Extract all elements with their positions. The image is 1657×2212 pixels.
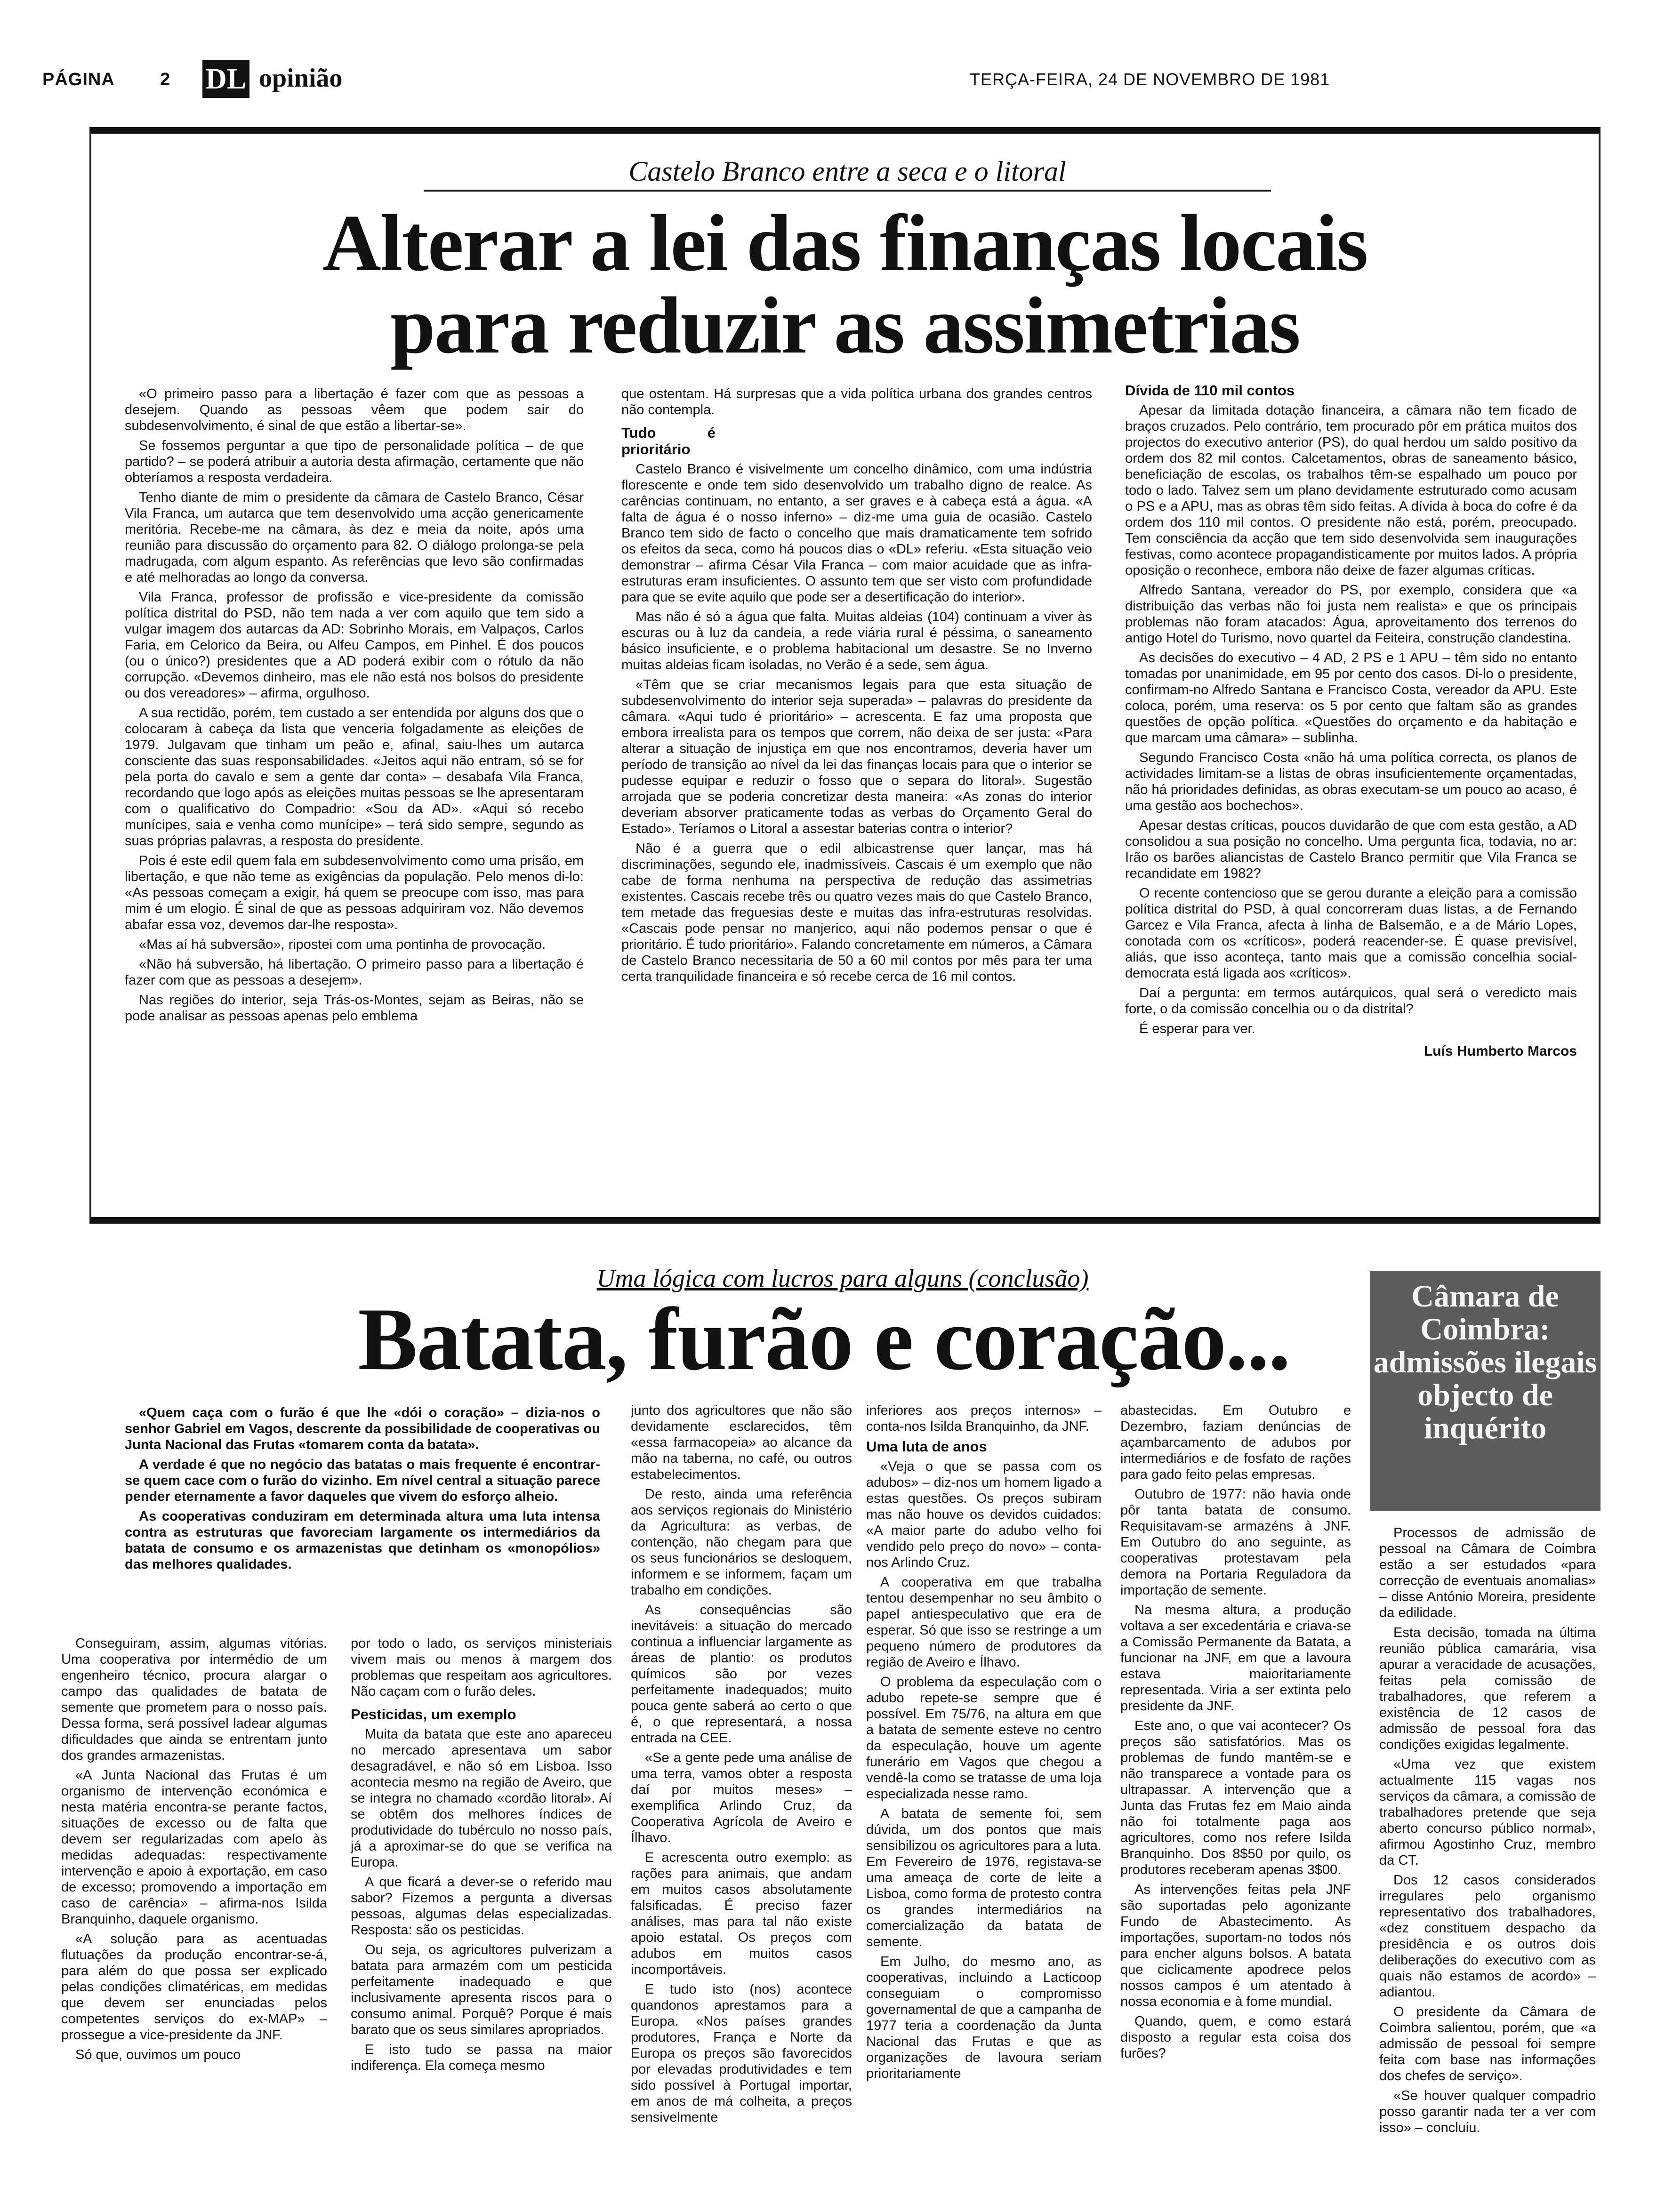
article1-headline — [104, 199, 1586, 371]
paragraph: A sua rectidão, porém, tem custado a ser entendida por alguns dos que o colocaram à cabeça da lista que venceria folgadamente as eleições de 1979. Julgavam que tinham um peão e, afinal, saiu-lhes um autarca consciente das suas responsabilidades. «Jeitos aqui não entram, só se for pela porta do cavalo e sem a gente dar conta» – desabafa Vila Franca, recordando que logo após as eleições muitas pessoas se lhe apresentaram com o qualificativo do Compadrio: «Sou da AD». «Aqui só recebo munícipes, saia e venha como munícipe» – terá sido sempre, segundo as suas próprias palavras, a resposta do presidente. — [125, 705, 584, 849]
paragraph: «Se houver qualquer compadrio posso garantir nada ter a ver com isso» – concluiu. — [1379, 2088, 1596, 2135]
paragraph: inferiores aos preços internos» – conta-nos Isilda Branquinho, da JNF. — [866, 1403, 1102, 1434]
subheading: Dívida de 110 mil contos — [1125, 382, 1295, 399]
article1-headline-line1: Alterar a lei das finanças locais — [322, 199, 1367, 288]
paragraph: «A Junta Nacional das Frutas é um organismo de intervenção económica e nesta matéria encontra-se perante factos, situações de excesso ou de falta que devem ser regularizadas com apelo às medidas adequadas: respectivamente intervenção e apoio à exportação, em caso de excesso; promovendo a importação em caso de carência» – afirma-nos Isilda Branquinho, daquele organismo. — [61, 1768, 327, 1927]
issue-date: TERÇA-FEIRA, 24 DE NOVEMBRO DE 1981 — [970, 70, 1330, 89]
paragraph: Este ano, o que vai acontecer? Os preços são satisfatórios. Mas os problemas de fundo mantêm-se e não transparece a vontade para os ultrapassar. A intervenção que a Junta das Frutas fez em Maio ainda não foi totalmente paga aos agricultores, como nos refere Isilda Branquinho. Dos 8$50 por quilo, os produtores receberam apenas 3$00. — [1120, 1718, 1351, 1877]
paragraph: E tudo isto (nos) acontece quandonos aprestamos para a Europa. «Nos países grandes produtores, França e Norte da Europa os preços são favorecidos por elevadas produtividades e tem sido possível à Portugal importar, em anos de má colheita, a preços sensivelmente — [631, 1982, 852, 2125]
paragraph: Vila Franca, professor de profissão e vice-presidente da comissão política distrital do PSD, não tem nada a ver com aquilo que tem sido a vulgar imagem dos autarcas da AD: Sobrinho Morais, em Valpaços, Carlos Faria, em Celorico da Beira, ou Alfeu Campos, em Pinhel. É dos poucos (ou o único?) presidentes que a AD poderá exibir com o rótulo da não corrupção. «Devemos dinheiro, mas ele não está nos bolsos do presidente ou dos vereadores» – afirma, orgulhoso. — [125, 590, 584, 701]
paragraph: «Se a gente pede uma análise de uma terra, vamos obter a resposta daí por muitos meses» – exemplifica Arlindo Cruz, da Cooperativa Agrícola de Aveiro e Ílhavo. — [631, 1750, 852, 1845]
paragraph: O problema da especulação com o adubo repete-se sempre que é possível. Em 75/76, na altura em que a batata de semente esteve no centro da especulação, houve um agente funerário em Vagos que chegou a vendê-la como se tratasse de uma loja especializada nesse ramo. — [866, 1675, 1102, 1802]
paragraph: Conseguiram, assim, algumas vitórias. Uma cooperativa por intermédio de um engenheiro técnico, procura alargar o campo das qualidades de batata de semente que prometem para o nosso país. Dessa forma, será possível ladear algumas dificuldades que ainda se entrentam junto dos grandes armazenistas. — [61, 1636, 327, 1763]
paragraph: As decisões do executivo – 4 AD, 2 PS e 1 APU – têm sido no entanto tomadas por unanimidade, em 95 por cento dos casos. Di-lo o presidente, confirmam-no Alfredo Santana e Francisco Costa, vereador da APU. Este coloca, porém, uma reserva: os 5 por cento que faltam são as grandes questões de opção política. «Questões do orçamento e da habitação e que marcam uma câmara» – sublinha. — [1125, 650, 1577, 745]
article2-column-2 — [351, 1635, 612, 2200]
paragraph: Não é a guerra que o edil albicastrense quer lançar, mas há discriminações, segundo ele, inadmissíveis. Cascais é um exemplo que não cabe de forma nenhuma na perspectiva de redução das assimetrias existentes. Cascais recebe três ou quatro vezes mais do que Castelo Branco, tem metade das freguesias deste e muitas das infra-estruturas resolvidas. «Cascais pode pensar no manjerico, aqui não podemos pensar o que é prioritário. É tudo prioritário». Falando concretamente em números, a Câmara de Castelo Branco necessitaria de 50 a 60 mil contos por mês para ter uma certa tranquilidade financeira e só recebe cerca de 16 mil contos. — [621, 841, 1092, 984]
subheading: Pesticidas, um exemplo — [351, 1706, 516, 1723]
paragraph: Na mesma altura, a produção voltava a ser excedentária e criava-se a Comissão Permanente da Batata, a funcionar na JNF, em que a lavoura estava maioritariamente representada. Viria a ser extinta pelo presidente da JNF. — [1120, 1603, 1351, 1714]
lead-paragraph: As cooperativas conduziram em determinada altura uma luta intensa contra as estruturas que favoreciam largamente os intermediários da batata de consumo e os armazenistas que detinham os «monopólios» das melhores qualidades. — [125, 1509, 600, 1572]
paragraph: Daí a pergunta: em termos autárquicos, qual será o veredicto mais forte, o da comissão concelhia ou o da distrital? — [1125, 986, 1577, 1017]
paragraph: «Têm que se criar mecanismos legais para que esta situação de subdesenvolvimento do interior seja superada» – palavras do presidente da câmara. «Aqui tudo é prioritário» – acrescenta. E faz uma proposta que embora irrealista para os tempos que correm, não deixa de ser justa: «Para alterar a situação de injustiça em que nos encontramos, deveria haver um período de transição ao nível da lei das finanças locais para que o interior se pudesse equipar e reduzir o fosso que o separa do litoral». Sugestão arrojada que se poderia concretizar desta maneira: «As zonas do interior deveriam absorver praticamente todas as verbas do Orçamento Geral do Estado». Teríamos o Litoral a assestar baterias contra o interior? — [621, 677, 1092, 836]
paragraph: abastecidas. Em Outubro e Dezembro, faziam denúncias de açambarcamento de adubos por intermediários e de fosfato de rações para gado feito pelas empresas. — [1120, 1403, 1351, 1482]
paragraph: Outubro de 1977: não havia onde pôr tanta batata de consumo. Requisitavam-se armazéns à JNF. Em Outubro do ano seguinte, as cooperativas protestavam pela demora na Portaria Reguladora da importação de semente. — [1120, 1487, 1351, 1598]
article2-headline: Batata, furão e coração... — [358, 1290, 1290, 1389]
paragraph: E acrescenta outro exemplo: as rações para animais, que andam em muitos casos absolutamente falsificadas. É preciso fazer análises, mas para tal não existe apoio estatal. Os preços com adubos em muitos casos incomportáveis. — [631, 1850, 852, 1977]
paragraph: Em Julho, do mesmo ano, as cooperativas, incluindo a Lacticoop conseguiam o compromisso governamental de que a campanha de 1977 teria a coordenação da Junta Nacional das Frutas e que as organizações de lavoura seriam prioritariamente — [866, 1954, 1102, 2081]
paragraph: Se fossemos perguntar a que tipo de personalidade política – de que partido? – se poderá atribuir a autoria desta afirmação, certamente que não obteríamos a resposta verdadeira. — [125, 438, 584, 485]
sidebar-headline-box: Câmara de Coimbra: admissões ilegais objecto de inquérito — [1370, 1271, 1601, 1511]
article1-headline-line2: para reduzir as assimetrias — [390, 281, 1300, 371]
paragraph: É esperar para ver. — [1139, 1021, 1255, 1036]
paragraph: Muita da batata que este ano apareceu no mercado apresentava um sabor desagradável, e não só em Lisboa. Isso acontecia mesmo na região de Aveiro, que se integra no chamado «cordão litoral». Aí se obtêm dos melhores índices de produtividade do tubérculo no nosso país, já a aproximar-se do que se verifica na Europa. — [351, 1727, 612, 1870]
paragraph: As consequências são inevitáveis: a situação do mercado continua a influenciar largamente as áreas de plantio: os produtos químicos são por vezes perfeitamente inadequados; muito pouca gente saberá ao certo o que é, o que representará, a nossa entrada na CEE. — [631, 1603, 852, 1746]
paragraph: Esta decisão, tomada na última reunião pública camarária, visa apurar a veracidade de acusações, feitas pela comissão de trabalhadores, que referem a existência de 12 casos de admissão de pessoal fora das condições exigidas legalmente. — [1379, 1625, 1596, 1752]
lead-paragraph: A verdade é que no negócio das batatas o mais frequente é encontrar-se quem cace com o furão do vizinho. Em nível central a situação parece pender eternamente a favor daqueles que vivem do esforço alheio. — [125, 1457, 600, 1504]
paragraph: «Mas aí há subversão», ripostei com uma pontinha de provocação. — [139, 937, 546, 952]
paragraph: junto dos agricultores que não são devidamente esclarecidos, têm «essa farmacopeia» ao alcance da mão na taberna, no café, ou outros estabelecimentos. — [631, 1403, 852, 1482]
page-header — [42, 63, 1615, 99]
page-label: PÁGINA — [42, 70, 115, 89]
paragraph: Quando, quem, e como estará disposto a regular esta coisa dos furões? — [1120, 2014, 1351, 2061]
paragraph: O recente contencioso que se gerou durante a eleição para a comissão política distrital do PSD, à qual concorreram duas listas, a de Fernando Garcez e Vila Franca, afecta à linha de Balsemão, e a de Mário Lopes, conotada com os «críticos», poderá reacender-se. É quase previsível, aliás, que isso aconteça, tanto mais que a comissão concelhia social-democrata está ligada aos «críticos». — [1125, 886, 1577, 981]
paragraph: Apesar destas críticas, poucos duvidarão de que com esta gestão, a AD consolidou a sua posição no concelho. Uma pergunta fica, todavia, no ar: Irão os barões aliancistas de Castelo Branco permitir que Vila Franca se recandidate em 1982? — [1125, 818, 1577, 881]
article2-column-4 — [866, 1403, 1102, 2203]
paragraph: Apesar da limitada dotação financeira, a câmara não tem ficado de braços cruzados. Pelo contrário, tem procurado pôr em prática muitos dos projectos do executivo anterior (PS), do qual herdou um saldo positivo da ordem dos 82 mil contos. Calcetamentos, obras de saneamento básico, beneficiação de escolas, os trabalhos têm-se espalhado um pouco por todo o lado. Talvez sem um plano devidamente estruturado como acusam o PS e a APU, mas as obras têm sido feitas. A dívida à boca do cofre é da ordem dos 110 mil contos. O presidente não está, porém, preocupado. Tem consciência da acção que tem sido desenvolvida sem inaugurações festivas, como acontece propagandisticamente por muitos lados. A própria oposição o reconhece, embora não deixe de fazer algumas críticas. — [1125, 403, 1577, 578]
paragraph: «Uma vez que existem actualmente 115 vagas nos serviços da câmara, a comissão de trabalhadores pretende que seja aberto concurso público normal», afirmou Agostinho Cruz, membro da CT. — [1379, 1757, 1596, 1868]
newspaper-logo-icon: DL — [202, 60, 249, 98]
article2-column-1 — [61, 1635, 327, 2200]
paragraph: por todo o lado, os serviços ministeriais vivem mais ou menos à margem dos problemas que respeitam aos agricultores. Não caçam com o furão deles. — [351, 1636, 612, 1699]
paragraph: As intervenções feitas pela JNF são suportadas pelo agonizante Fundo de Abastecimento. As importações, suportam-no todos nós para encher alguns bolsos. A batata que ciclicamente apodrece pelos nossos campos é um atentado à nossa economia e à fome mundial. — [1120, 1882, 1351, 2009]
paragraph: Só que, ouvimos um pouco — [75, 2047, 241, 2062]
paragraph: Processos de admissão de pessoal na Câmara de Coimbra estão a ser estudados «para correcção de eventuais anomalias» – disse António Moreira, presidente da edilidade. — [1379, 1525, 1596, 1620]
page-number: 2 — [160, 70, 170, 89]
paragraph: Castelo Branco é visivelmente um concelho dinâmico, com uma indústria florescente e onde tem sido desenvolvido um trabalho digno de realce. As carências continuam, no entanto, a ser graves e à cabeça está a água. «A falta de água é o nosso inferno» – diz-me uma guia de ocasião. Castelo Branco tem sido de facto o concelho que mais dramaticamente tem sofrido os efeitos da seca, como há poucos dias o «DL» referiu. «Esta situação veio demonstrar – afirma César Vila Franca – com maior acuidade que as infra-estruturas eram insuficientes. O assunto tem que ser visto com profundidade para que se evite aquilo que pode ser a desertificação do interior». — [621, 462, 1092, 605]
paragraph: «A solução para as acentuadas flutuações da produção encontrar-se-á, para além do que possa ser explicado pelas condições climatéricas, em medidas que devem ser enunciadas pelos competentes serviços do ex-MAP» – prossegue a vice-presidente da JNF. — [61, 1931, 327, 2043]
paragraph: A que ficará a dever-se o referido mau sabor? Fizemos a pergunta a diversas pessoas, algumas delas especializadas. Resposta: são os pesticidas. — [351, 1875, 612, 1938]
paragraph: que ostentam. Há surpresas que a vida política urbana dos grandes centros não contempla. — [621, 386, 1092, 417]
article2-lead — [125, 1405, 600, 1621]
article1-column-1 — [125, 386, 584, 1162]
paragraph: De resto, ainda uma referência aos serviços regionais do Ministério da Agricultura: as verbas, de contenção, não chegam para que os seus funcionários se desloquem, informem e se informem, façam um trabalho em condições. — [631, 1487, 852, 1598]
article2-column-3 — [631, 1403, 852, 2203]
paragraph: Ou seja, os agricultores pulverizam a batata para armazém com um pesticida perfeitamente inadequado e que inclusivamente apresenta riscos para o consumo animal. Porquê? Porque é mais barato que os seus similares apropriados. — [351, 1942, 612, 2037]
article1-column-2 — [621, 386, 1092, 1162]
paragraph: Nas regiões do interior, seja Trás-os-Montes, sejam as Beiras, não se pode analisar as pessoas apenas pelo emblema — [125, 993, 584, 1024]
sidebar-column — [1379, 1525, 1596, 2203]
subheading: Tudo é prioritário — [621, 425, 716, 457]
paragraph: Alfredo Santana, vereador do PS, por exemplo, considera que «a distribuição das verbas não foi justa nem realista» e que os principais problemas não foram atacados: Água, aproveitamento dos terrenos do antigo Hotel do Turismo, novo quartel da Feiteira, construção clandestina. — [1125, 583, 1577, 646]
paragraph: Pois é este edil quem fala em subdesenvolvimento como uma prisão, em libertação, e que não teme as exigências da população. Pelo menos di-lo: «As pessoas começam a exigir, há quem se preocupe com isso, mas para mim é um elogio. É sinal de que as pessoas adquiriram voz. Não devemos abafar essa voz, devemos dar-lhe resposta». — [125, 853, 584, 932]
paragraph: Mas não é só a água que falta. Muitas aldeias (104) continuam a viver às escuras ou à luz da candeia, a rede viária rural é péssima, o saneamento básico insuficiente, e o problema habitacional um desastre. Se no Inverno muitas aldeias ficam isoladas, no Verão é a sede, sem água. — [621, 609, 1092, 673]
lead-paragraph: «Quem caça com o furão é que lhe «dói o coração» – dizia-nos o senhor Gabriel em Vagos, descrente da possibilidade de cooperativas ou Junta Nacional das Frutas «tomarem conta da batata». — [125, 1405, 600, 1452]
article1-column-3 — [1125, 382, 1577, 1182]
article2-kicker: Uma lógica com lucros para alguns (conclusão) — [596, 1264, 1089, 1292]
paragraph: Tenho diante de mim o presidente da câmara de Castelo Branco, César Vila Franca, um autarca que tem desenvolvido uma acção genericamente meritória. Recebe-me na câmara, às dez e meia da noite, após uma reunião para discussão do orçamento para 82. O diálogo prolonga-se pela madrugada, com algum espanto. As referências que levo são confirmadas e até melhoradas ao longo da conversa. — [125, 490, 584, 585]
paragraph: A batata de semente foi, sem dúvida, um dos pontos que mais sensibilizou os agricultores para a luta. Em Fevereiro de 1976, registava-se uma ameaça de corte de leite a Lisboa, como forma de protesto contra os grandes intermediários na comercialização da batata de semente. — [866, 1806, 1102, 1949]
article2-column-5 — [1120, 1403, 1351, 2203]
paragraph: «Veja o que se passa com os adubos» – diz-nos um homem ligado a estas questões. Os preços subiram mas não houve os devidos cuidados: «A maior parte do adubo velho foi vendido pelo preço do novo» – conta-nos Arlindo Cruz. — [866, 1459, 1102, 1570]
author-signature: Luís Humberto Marcos — [1424, 1043, 1577, 1059]
paragraph: Dos 12 casos considerados irregulares pelo organismo representativo dos trabalhadores, «dez constituem despacho da presidência e os outros dois deliberações do executivo com as quais não estamos de acordo» – adiantou. — [1379, 1873, 1596, 2000]
paragraph: O presidente da Câmara de Coimbra salientou, porém, que «a admissão de pessoal foi sempre feita com base nas informações dos chefes de serviço». — [1379, 2004, 1596, 2084]
article1-kicker: Castelo Branco entre a seca e o litoral — [424, 155, 1271, 192]
paragraph: A cooperativa em que trabalha tentou desempenhar no seu âmbito o papel antiespeculativo que era de esperar. Só que isso se restringe a um pequeno número de produtores da região de Aveiro e Ílhavo. — [866, 1575, 1102, 1670]
paragraph: «Não há subversão, há libertação. O primeiro passo para a libertação é fazer com que as pessoas a desejem». — [125, 957, 584, 988]
paragraph: Segundo Francisco Costa «não há uma política correcta, os planos de actividades limitam-se a listas de obras insuficientemente orçamentadas, não há prioridades definidas, as obras executam-se um pouco ao acaso, é uma gestão aos bochechos». — [1125, 750, 1577, 813]
section-logo: opinião — [259, 64, 343, 93]
paragraph: E isto tudo se passa na maior indiferença. Ela começa mesmo — [351, 2042, 612, 2073]
paragraph: «O primeiro passo para a libertação é fazer com que as pessoas a desejem. Quando as pessoas vêem que podem sair do subdesenvolvimento, é sinal de que estão a libertar-se». — [125, 386, 584, 433]
subheading: Uma luta de anos — [866, 1438, 987, 1455]
